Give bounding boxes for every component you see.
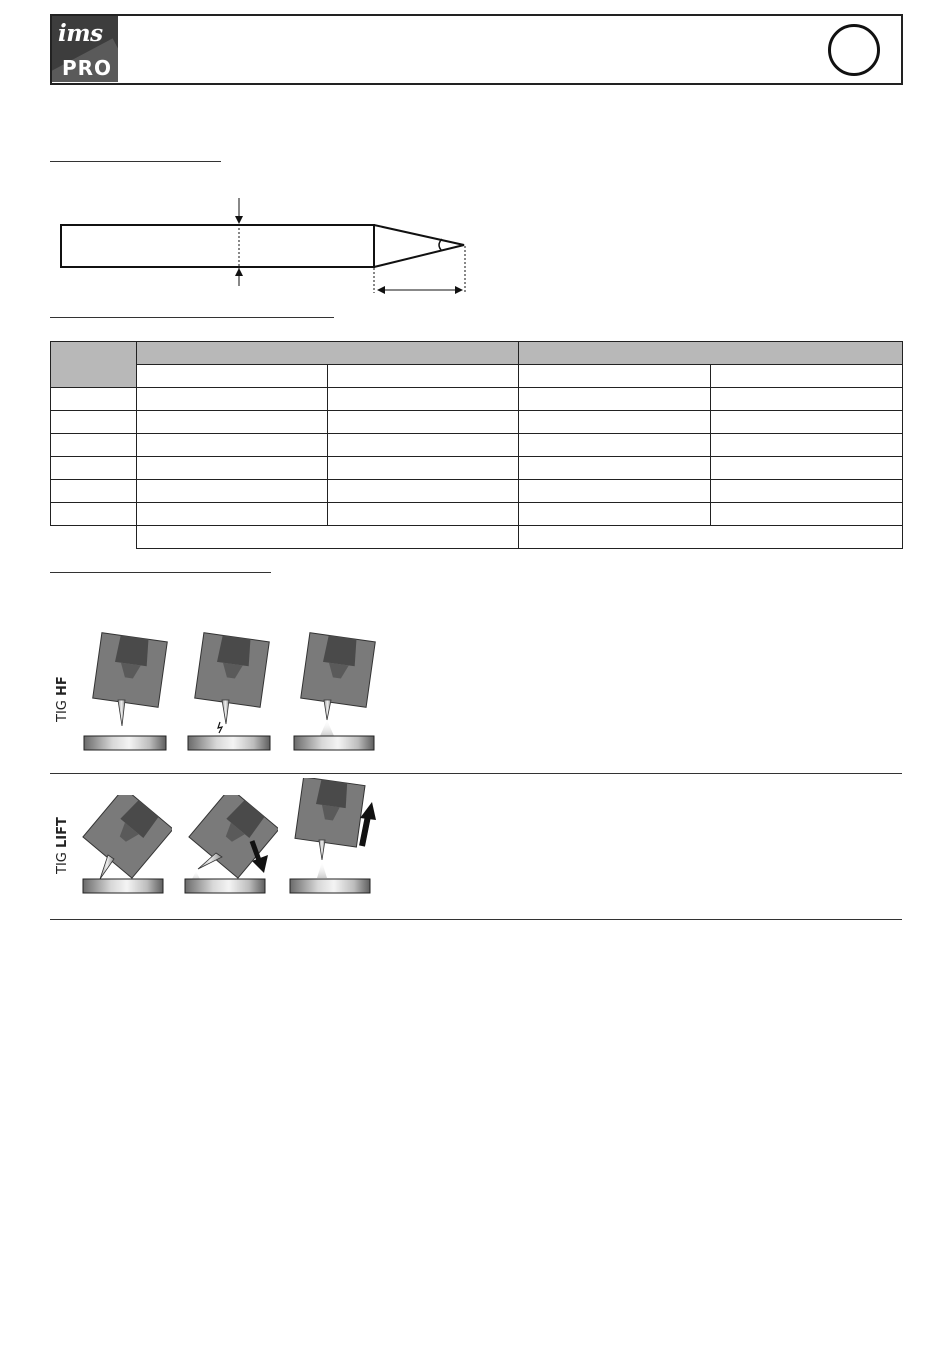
table-subheader [519,365,711,388]
table-footer-cell [519,526,903,549]
tig-hf-step-2 [184,630,274,754]
table-header-group-2 [519,342,903,365]
workpiece-plate-icon [294,736,374,750]
language-badge-circle [828,24,880,76]
electrode-tip-icon [222,700,229,724]
logo-text-pro: PRO [62,56,113,80]
electrode-tip-icon [118,700,125,726]
section-heading-line-electrode [50,161,221,162]
table-header-corner [51,342,137,388]
section-heading-line-ignition [50,572,271,573]
workpiece-plate-icon [188,736,270,750]
header-frame [50,14,903,85]
procedure-separator [50,773,902,774]
table-subheader [328,365,519,388]
electrode-body [61,225,374,267]
arrow-up-icon [235,268,243,276]
table-subheader [711,365,903,388]
table-row [51,388,903,411]
electrode-tip [374,225,464,267]
tig-lift-step-3 [286,778,382,898]
tig-lift-step-1 [80,795,172,897]
tig-lift-label: TIG LIFT [55,817,70,874]
electrode-tip-icon [319,840,325,860]
electrode-diagram [50,190,480,300]
table-row [51,457,903,480]
section-heading-line-table [50,317,334,318]
electrode-tip-icon [100,855,114,879]
arc-glow-icon [317,862,327,878]
table-row [51,434,903,457]
table-row [51,480,903,503]
electrode-tip-icon [324,700,331,720]
tig-hf-step-3 [290,630,380,754]
workpiece-plate-icon [83,879,163,893]
arrow-up-icon [360,802,376,846]
workpiece-plate-icon [84,736,166,750]
workpiece-plate-icon [290,879,370,893]
arrow-left-icon [377,286,385,294]
logo-text-ims: ims [58,20,103,47]
table-footer-row [51,526,903,549]
workpiece-plate-icon [185,879,265,893]
arc-glow-icon [320,720,334,736]
arrow-down-icon [235,216,243,224]
table-row [51,503,903,526]
procedure-separator [50,919,902,920]
table-row [51,411,903,434]
table-footer-cell [137,526,519,549]
spark-icon [218,722,222,733]
arrow-right-icon [455,286,463,294]
table-subheader [137,365,328,388]
tig-hf-label: TIG HF [55,676,70,722]
tig-hf-step-1 [80,630,170,754]
electrode-table [50,341,903,549]
table-header-group-1 [137,342,519,365]
tig-lift-step-2 [182,795,278,897]
